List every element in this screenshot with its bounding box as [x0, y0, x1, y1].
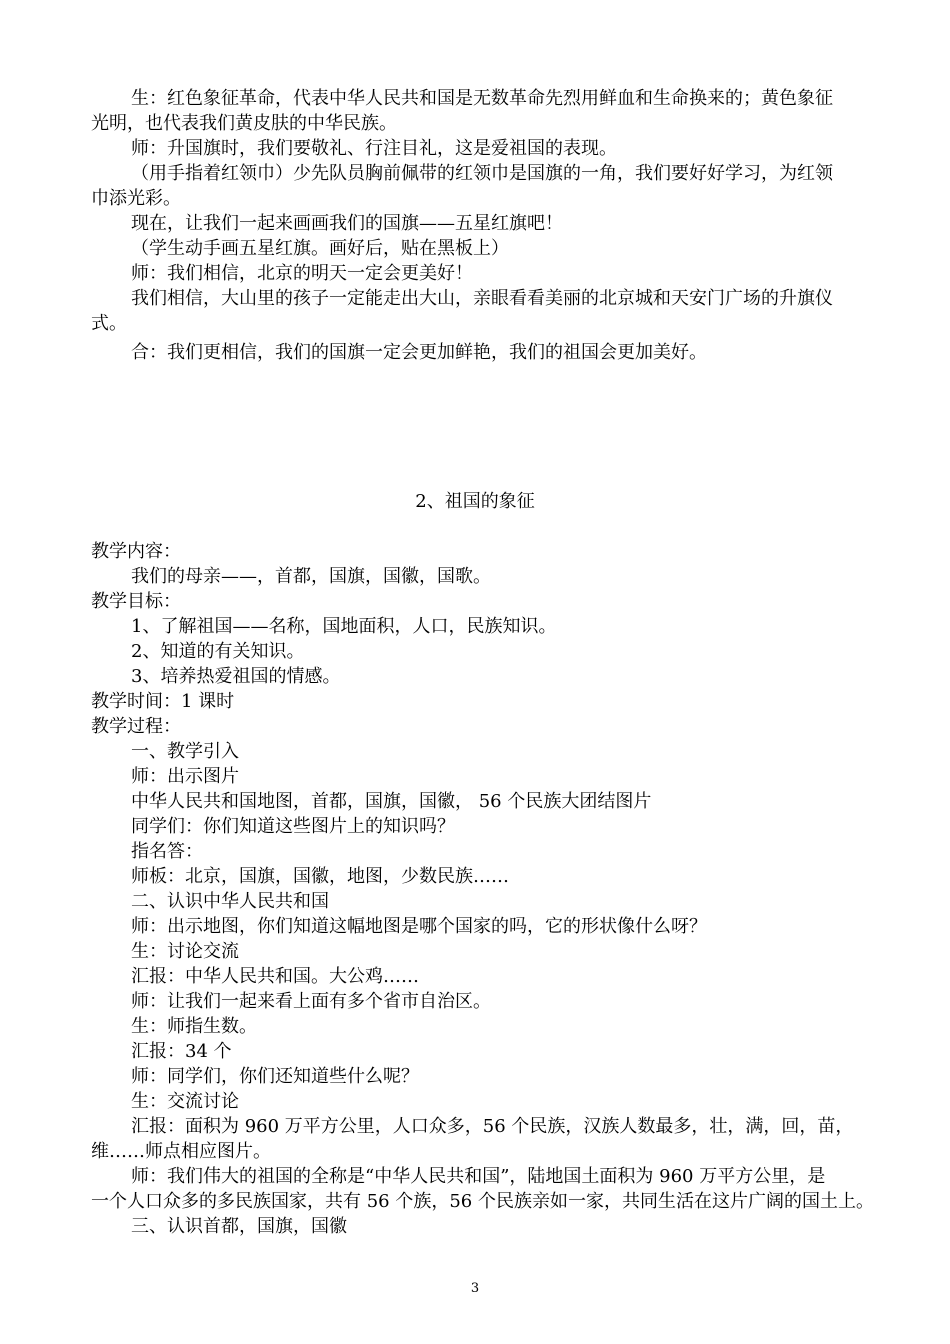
body-line: 师：我们伟大的祖国的全称是“中华人民共和国”，陆地国土面积为 960 万平方公里，是 — [131, 1166, 826, 1187]
paragraph-line: 巾添光彩。 — [91, 188, 181, 209]
paragraph-line: 师：升国旗时，我们要敬礼、行注目礼，这是爱祖国的表现。 — [131, 138, 617, 159]
paragraph-line: 现在，让我们一起来画画我们的国旗——五星红旗吧！ — [131, 213, 563, 234]
heading-teaching-process: 教学过程： — [91, 716, 181, 737]
body-line: 汇报：面积为 960 万平方公里，人口众多，56 个民族，汉族人数最多，壮，满，回，苗， — [131, 1116, 854, 1137]
body-line: 中华人民共和国地图，首都，国旗，国徽， 56 个民族大团结图片 — [131, 791, 652, 812]
heading-teaching-time: 教学时间：1 课时 — [91, 691, 235, 712]
body-line: 2、知道的有关知识。 — [131, 641, 305, 662]
body-line: 师：出示图片 — [131, 766, 239, 787]
body-line: 生：讨论交流 — [131, 941, 239, 962]
body-line: 生：师指生数。 — [131, 1016, 257, 1037]
body-line: 三、认识首都，国旗，国徽 — [131, 1216, 347, 1237]
paragraph-line: （学生动手画五星红旗。画好后，贴在黑板上） — [131, 238, 509, 259]
body-line: 汇报：34 个 — [131, 1041, 232, 1062]
body-line: 师：出示地图，你们知道这幅地图是哪个国家的吗，它的形状像什么呀？ — [131, 916, 707, 937]
body-line: 同学们：你们知道这些图片上的知识吗？ — [131, 816, 455, 837]
body-line: 师：让我们一起来看上面有多个省市自治区。 — [131, 991, 491, 1012]
paragraph-line: 合：我们更相信，我们的国旗一定会更加鲜艳，我们的祖国会更加美好。 — [131, 342, 707, 363]
heading-teaching-content: 教学内容： — [91, 541, 181, 562]
paragraph-line: 式。 — [91, 313, 127, 334]
heading-teaching-goals: 教学目标： — [91, 591, 181, 612]
body-line: 生：交流讨论 — [131, 1091, 239, 1112]
paragraph-line: （用手指着红领巾）少先队员胸前佩带的红领巾是国旗的一角，我们要好好学习，为红领 — [131, 163, 833, 184]
paragraph-line: 光明，也代表我们黄皮肤的中华民族。 — [91, 113, 397, 134]
body-line: 维……师点相应图片。 — [91, 1141, 271, 1162]
body-line: 我们的母亲——，首都，国旗，国徽，国歌。 — [131, 566, 491, 587]
body-line: 指名答： — [131, 841, 203, 862]
body-line: 一个人口众多的多民族国家，共有 56 个族，56 个民族亲如一家，共同生活在这片广阔的国土上。 — [91, 1191, 874, 1212]
body-line: 汇报：中华人民共和国。大公鸡…… — [131, 966, 419, 987]
page-number: 3 — [470, 1281, 480, 1296]
paragraph-line: 生：红色象征革命，代表中华人民共和国是无数革命先烈用鲜血和生命换来的；黄色象征 — [131, 88, 833, 109]
body-line: 师：同学们，你们还知道些什么呢？ — [131, 1066, 419, 1087]
body-line: 3、培养热爱祖国的情感。 — [131, 666, 341, 687]
body-line: 二、认识中华人民共和国 — [131, 891, 329, 912]
body-line: 师板：北京，国旗，国徽，地图，少数民族…… — [131, 866, 509, 887]
body-line: 一、教学引入 — [131, 741, 239, 762]
paragraph-line: 我们相信，大山里的孩子一定能走出大山，亲眼看看美丽的北京城和天安门广场的升旗仪 — [131, 288, 833, 309]
body-line: 1、了解祖国——名称，国地面积，人口，民族知识。 — [131, 616, 557, 637]
section-title: 2、祖国的象征 — [415, 491, 535, 512]
paragraph-line: 师：我们相信，北京的明天一定会更美好！ — [131, 263, 473, 284]
